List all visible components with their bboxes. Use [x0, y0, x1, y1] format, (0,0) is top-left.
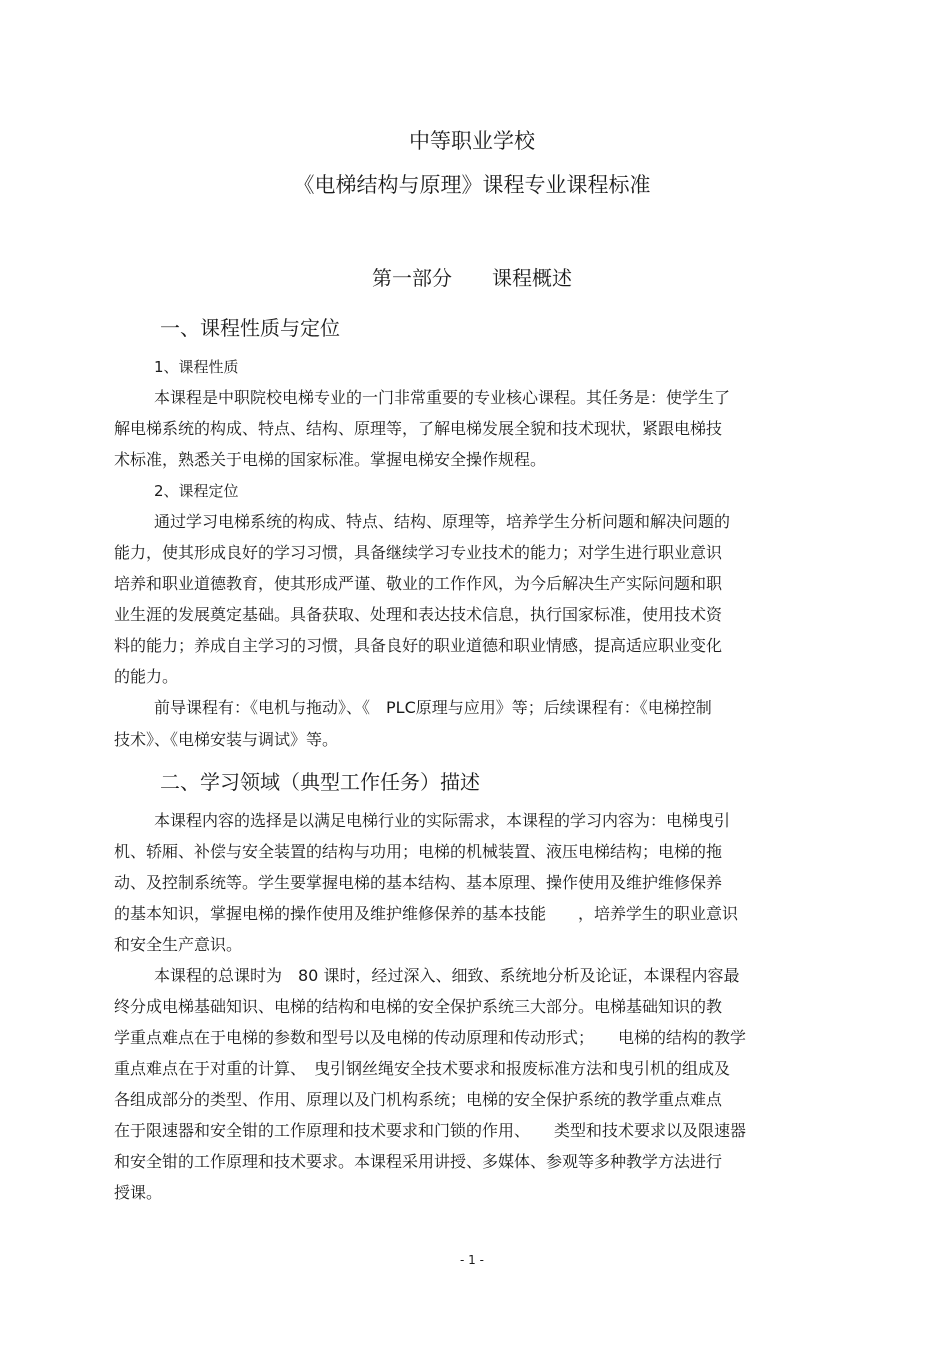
paragraph-line: 的基本知识，掌握电梯的操作使用及维护维修保养的基本技能 ，培养学生的职业意识 — [114, 904, 739, 923]
section1-subheading-positioning: 2、课程定位 — [154, 482, 239, 500]
section1-subheading-nature: 1、课程性质 — [154, 358, 239, 376]
paragraph-line: 各组成部分的类型、作用、原理以及门机构系统；电梯的安全保护系统的教学重点难点 — [114, 1090, 723, 1109]
paragraph-line: 本课程的总课时为 80 课时，经过深入、细致、系统地分析及论证，本课程内容最 — [154, 966, 740, 985]
paragraph-line: 动、及控制系统等。学生要掌握电梯的基本结构、基本原理、操作使用及维护维修保养 — [114, 873, 723, 892]
paragraph-line: 机、轿厢、补偿与安全装置的结构与功用；电梯的机械装置、液压电梯结构；电梯的拖 — [114, 842, 723, 861]
paragraph-line: 业生涯的发展奠定基础。具备获取、处理和表达技术信息，执行国家标准，使用技术资 — [114, 605, 723, 624]
document-title-line1: 中等职业学校 — [409, 129, 535, 153]
paragraph-line: 解电梯系统的构成、特点、结构、原理等，了解电梯发展全貌和技术现状，紧跟电梯技 — [114, 419, 723, 438]
paragraph-line: 和安全生产意识。 — [114, 935, 243, 954]
paragraph-line: 技术》、《电梯安装与调试》等。 — [114, 730, 339, 749]
paragraph-line: 学重点难点在于电梯的参数和型号以及电梯的传动原理和传动形式； 电梯的结构的教学 — [114, 1028, 747, 1047]
page-number: - 1 - — [460, 1253, 484, 1267]
paragraph-line: 术标准，熟悉关于电梯的国家标准。掌握电梯安全操作规程。 — [114, 450, 547, 469]
paragraph-line: 培养和职业道德教育，使其形成严谨、敬业的工作作风，为今后解决生产实际问题和职 — [114, 574, 723, 593]
paragraph-line: 的能力。 — [114, 667, 179, 686]
paragraph-line: 终分成电梯基础知识、电梯的结构和电梯的安全保护系统三大部分。电梯基础知识的教 — [114, 997, 723, 1016]
document-title-line2: 《电梯结构与原理》课程专业课程标准 — [293, 173, 651, 197]
paragraph-line: 在于限速器和安全钳的工作原理和技术要求和门锁的作用、 类型和技术要求以及限速器 — [114, 1121, 747, 1140]
paragraph-line: 本课程是中职院校电梯专业的一门非常重要的专业核心课程。其任务是：使学生了 — [154, 388, 731, 407]
section2-heading: 二、学习领域（典型工作任务）描述 — [160, 770, 480, 794]
paragraph-line: 料的能力；养成自主学习的习惯，具备良好的职业道德和职业情感，提高适应职业变化 — [114, 636, 723, 655]
paragraph-line: 授课。 — [114, 1183, 163, 1202]
paragraph-line: 重点难点在于对重的计算、 曳引钢丝绳安全技术要求和报废标准方法和曳引机的组成及 — [114, 1059, 731, 1078]
paragraph-line: 前导课程有：《电机与拖动》、《 PLC原理与应用》等；后续课程有：《电梯控制 — [154, 698, 712, 717]
paragraph-line: 和安全钳的工作原理和技术要求。本课程采用讲授、多媒体、参观等多种教学方法进行 — [114, 1152, 723, 1171]
paragraph-line: 能力，使其形成良好的学习习惯，具备继续学习专业技术的能力；对学生进行职业意识 — [114, 543, 723, 562]
paragraph-line: 本课程内容的选择是以满足电梯行业的实际需求，本课程的学习内容为：电梯曳引 — [154, 811, 731, 830]
section1-heading: 一、课程性质与定位 — [160, 316, 340, 340]
paragraph-line: 通过学习电梯系统的构成、特点、结构、原理等，培养学生分析问题和解决问题的 — [154, 512, 731, 531]
part-heading: 第一部分 课程概述 — [372, 266, 572, 290]
